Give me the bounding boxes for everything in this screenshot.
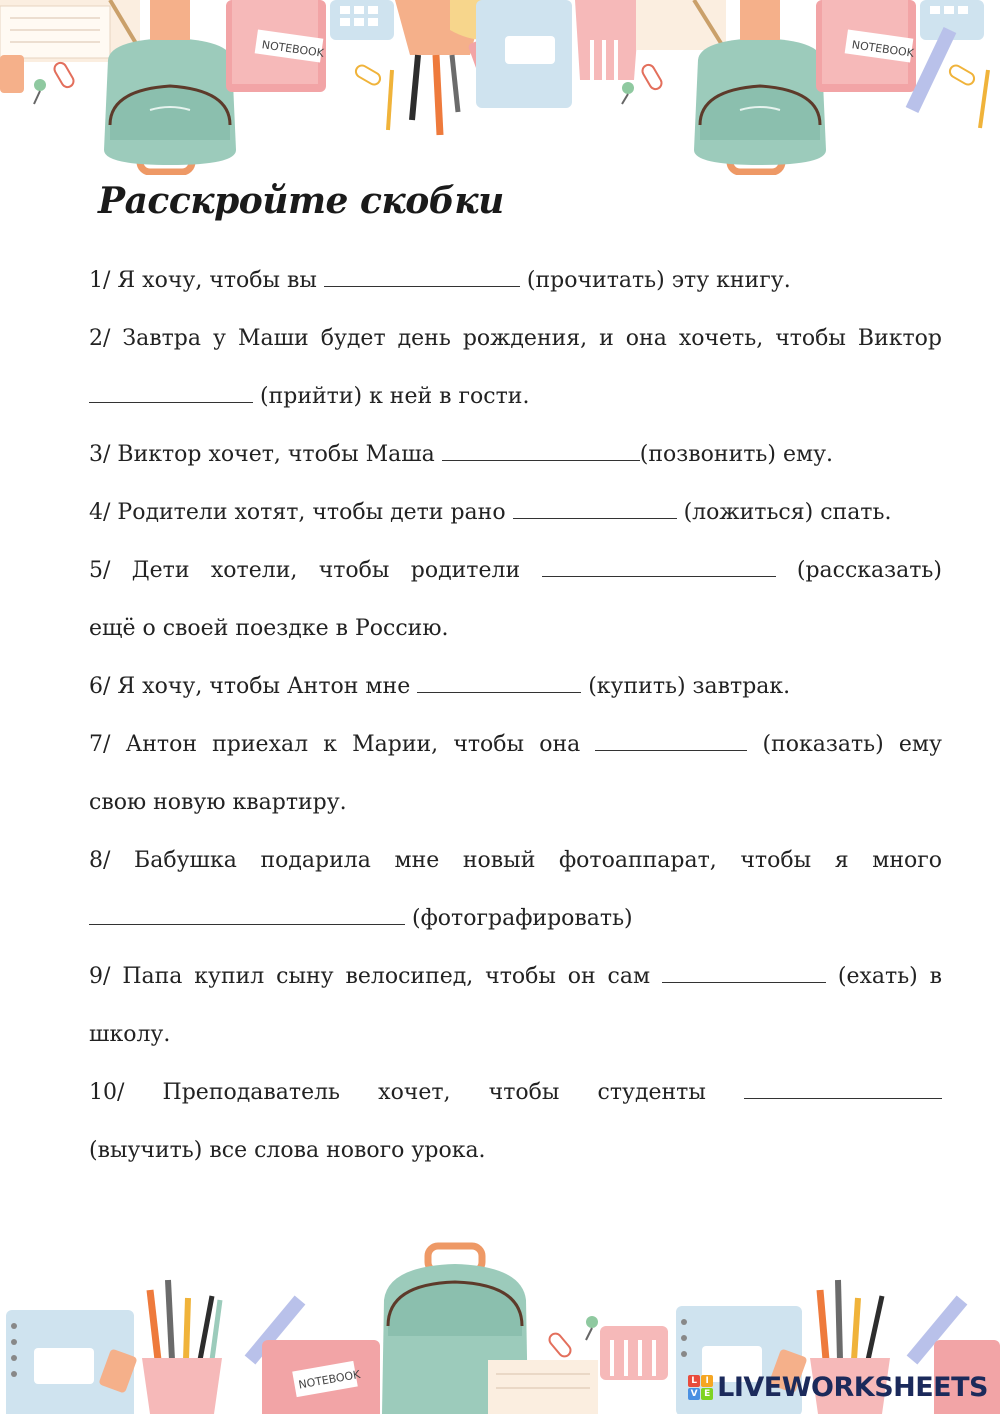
paperclip-icon [547,1331,573,1359]
answer-blank[interactable] [542,554,776,577]
item-text: школу. [89,1022,171,1047]
answer-blank[interactable] [595,728,747,751]
item-number: 7/ [89,732,111,757]
answer-blank[interactable] [89,380,253,403]
exercise-item-7 [89,716,942,774]
item-hint: (купить) завтрак. [588,674,791,699]
item-hint: (ехать) в [837,964,943,989]
exercise-item-4 [89,484,942,542]
item-hint: (рассказать) [796,558,942,583]
pin-icon [34,79,46,104]
pencil-icon [388,70,392,130]
exercise-item-3 [89,426,942,484]
exercise-item-8-continuation [89,890,942,948]
exercise-item-9 [89,948,942,1006]
item-text: Виктор хочет, чтобы Маша [117,442,435,467]
pin-icon [586,1316,598,1340]
item-text: ещё о своей поездке в Россию. [89,616,449,641]
answer-blank[interactable] [442,438,640,461]
paperclip-icon [354,63,383,86]
exercise-item-8 [89,832,942,890]
answer-blank[interactable] [744,1076,942,1099]
ruler-icon [912,30,950,110]
item-number: 9/ [89,964,111,989]
item-hint: (фотографировать) [412,906,633,931]
exercise-item-10-continuation [89,1122,942,1180]
item-hint: (позвонить) ему. [639,442,834,467]
item-number: 1/ [89,268,111,293]
exercise-list [89,252,942,1180]
item-number: 5/ [89,558,111,583]
logo-letter: V [688,1388,700,1400]
paperclip-icon [640,63,663,92]
notebook-label: NOTEBOOK [851,38,915,60]
item-number: 10/ [89,1080,125,1105]
item-hint: (выучить) все слова нового урока. [89,1138,486,1163]
exercise-item-2-continuation [89,368,942,426]
exercise-item-5 [89,542,942,600]
item-text: Дети хотели, чтобы родители [131,558,521,583]
notebook-icon [476,0,572,108]
item-number: 6/ [89,674,111,699]
pencil-icon [980,70,988,128]
exercise-item-9-continuation [89,1006,942,1064]
item-text: Родители хотят, чтобы дети рано [117,500,506,525]
notebook-icon [262,1340,380,1414]
calculator-icon [330,0,394,40]
item-text: Преподаватель хочет, чтобы студенты [162,1080,706,1105]
item-text: Я хочу, чтобы вы [117,268,317,293]
worksheet-title: Расскройте скобки [98,180,504,222]
notebook-icon [226,0,326,92]
notebook-icon [816,0,916,92]
item-text: Папа купил сыну велосипед, чтобы он сам [122,964,651,989]
logo-letter: L [688,1375,700,1387]
item-hint: (прочитать) эту книгу. [526,268,791,293]
item-number: 4/ [89,500,111,525]
item-text: Я хочу, чтобы Антон мне [117,674,411,699]
pencil-cup-icon [600,1326,668,1380]
answer-blank[interactable] [662,960,826,983]
liveworksheets-logo [688,1372,988,1403]
item-hint: (прийти) к ней в гости. [260,384,530,409]
exercise-item-1 [89,252,942,310]
answer-blank[interactable] [89,902,405,925]
eraser-icon [0,55,24,93]
item-number: 8/ [89,848,111,873]
exercise-item-10 [89,1064,942,1122]
answer-blank[interactable] [513,496,677,519]
item-number: 3/ [89,442,111,467]
logo-mark-icon [688,1375,713,1400]
answer-blank[interactable] [417,670,581,693]
paperclip-icon [52,61,75,90]
top-school-supplies-decoration [0,0,1000,175]
pencil-cup-icon [142,1280,222,1414]
item-text: свою новую квартиру. [89,790,347,815]
paper-icon [636,0,726,50]
item-text: Бабушка подарила мне новый фотоаппарат, чтобы я много [134,848,942,873]
logo-letter: E [701,1388,713,1400]
item-number: 2/ [89,326,111,351]
item-hint: (показать) ему [762,732,942,757]
exercise-item-7-continuation [89,774,942,832]
pencil-cup-icon [575,0,640,80]
notebook-label: NOTEBOOK [261,38,325,60]
item-hint: (ложиться) спать. [683,500,892,525]
exercise-item-5-continuation [89,600,942,658]
pin-icon [622,82,634,104]
logo-text: LIVEWORKSHEETS [717,1372,988,1403]
item-text: Завтра у Маши будет день рождения, и она хочеть, чтобы Виктор [122,326,942,351]
answer-blank[interactable] [324,264,520,287]
paperclip-icon [948,63,977,86]
logo-letter: I [701,1375,713,1387]
exercise-item-2 [89,310,942,368]
exercise-item-6 [89,658,942,716]
notebook-label: NOTEBOOK [297,1367,362,1392]
notebook-icon [488,1360,598,1414]
item-text: Антон приехал к Марии, чтобы она [125,732,581,757]
